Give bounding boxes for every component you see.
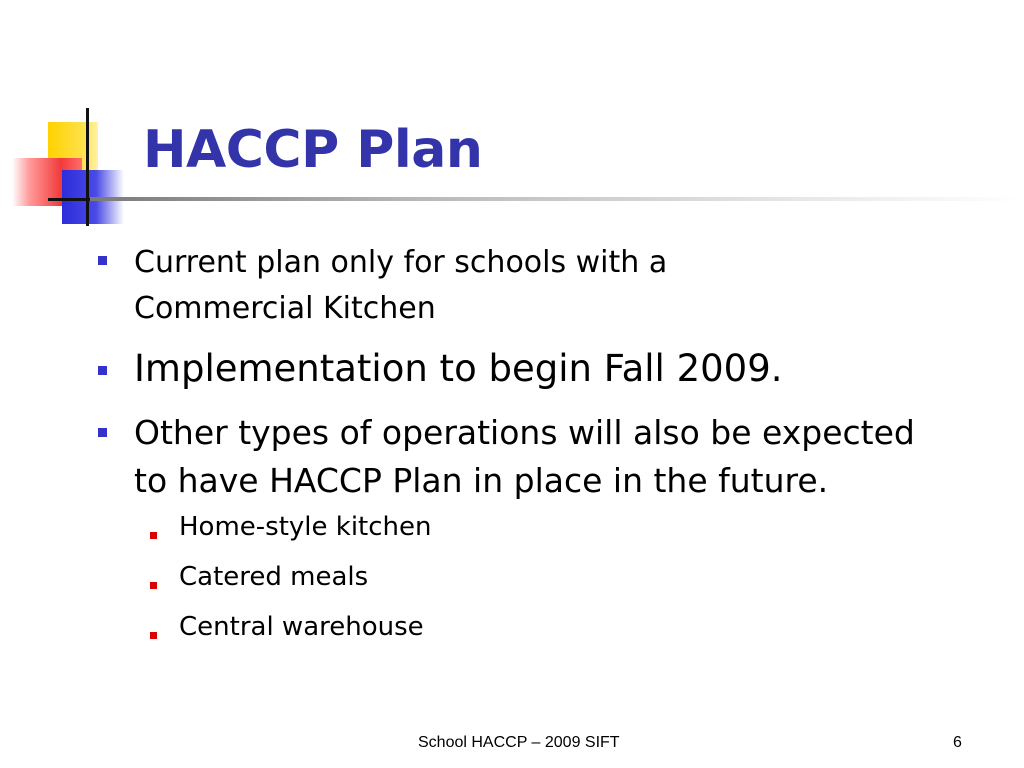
bullet-text-line: Commercial Kitchen [134,291,436,326]
subbullet-square-icon [150,532,157,539]
bullet-text-line: Implementation to begin Fall 2009. [134,347,783,390]
subbullet-text: Central warehouse [179,612,424,642]
subbullet-text: Catered meals [179,562,369,592]
footer-text: School HACCP – 2009 SIFT [418,734,620,751]
bullet-square-icon [98,428,107,437]
subbullet-square-icon [150,582,157,589]
bullet-text-line: to have HACCP Plan in place in the future. [134,461,829,500]
subbullet-text: Home-style kitchen [179,512,432,542]
bullet-text [134,409,915,505]
subbullet-square-icon [150,632,157,639]
bullet-square-icon [98,256,107,265]
bullet-text-line: Current plan only for schools with a [134,245,668,280]
slide-number: 6 [953,734,962,751]
slide-title: HACCP Plan [143,120,483,180]
bullet-text-line: Other types of operations will also be expected [134,413,915,452]
bullet-text [134,346,783,392]
bullet-square-icon [98,366,107,375]
bullet-text [134,240,667,332]
